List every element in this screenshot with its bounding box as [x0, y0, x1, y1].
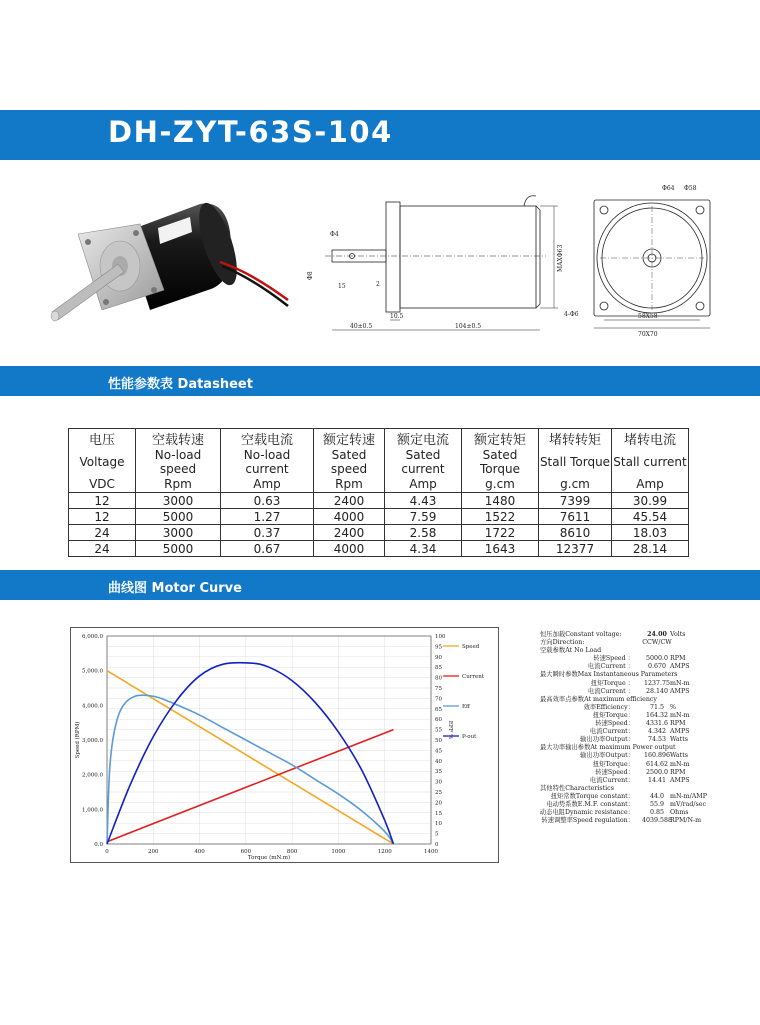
y2-tick-label: 65 — [435, 706, 442, 713]
dim-58x58: 58X58 — [638, 313, 658, 320]
param-row — [540, 712, 740, 720]
dim-max-phi63: MAXΦ63 — [557, 244, 564, 272]
param-row — [540, 680, 740, 688]
param-unit: AMPS — [670, 776, 690, 784]
header-cell: Voltage — [69, 448, 136, 476]
motor-photo — [40, 192, 290, 342]
param-unit: % — [670, 703, 676, 711]
param-unit: mV/rad/sec — [670, 800, 707, 808]
dim-15: 15 — [338, 283, 346, 290]
param-unit: Watts — [670, 752, 688, 760]
table-cell: 3000 — [136, 493, 221, 509]
param-label: 最大功率输出参数At maximum Power output — [540, 744, 676, 752]
table-cell: 5000 — [136, 541, 221, 557]
param-unit: RPM — [670, 768, 686, 776]
param-row — [540, 744, 740, 752]
param-value: 28.140 — [645, 687, 669, 695]
param-unit: AMPS — [670, 663, 690, 671]
param-row — [540, 777, 740, 785]
dim-phi58: Φ58 — [684, 185, 697, 192]
x-tick-label: 400 — [194, 849, 205, 855]
y2-tick-label: 20 — [435, 800, 442, 807]
dimension-drawing — [300, 180, 720, 340]
param-label: 输出功率Output： — [580, 752, 634, 760]
param-unit: RPM — [670, 655, 686, 663]
param-label: 扭矩Torque： — [592, 711, 634, 719]
header-cell: Sated speed — [314, 448, 385, 476]
table-cell: 24 — [69, 525, 136, 541]
header-cell: 额定电流 — [385, 429, 462, 449]
y2-tick-label: 35 — [435, 769, 442, 776]
table-header-cn — [69, 429, 689, 449]
param-label: 最高效率点参数At maximum efficiency — [540, 695, 657, 703]
table-cell: 1.27 — [221, 509, 314, 525]
table-cell: 7611 — [539, 509, 612, 525]
x-tick-label: 800 — [286, 849, 298, 855]
y2-tick-label: 100 — [435, 634, 446, 640]
table-cell: 4.34 — [385, 541, 462, 557]
table-header-unit — [69, 476, 689, 493]
param-label: 其他特性Characteristics — [540, 784, 614, 792]
table-cell: 30.99 — [612, 493, 689, 509]
param-value: 74.53 — [647, 736, 667, 744]
series-line-p-out — [107, 663, 393, 844]
param-label: 转速调整率Speed regulation： — [541, 817, 634, 825]
y2-tick-label: 25 — [435, 790, 442, 796]
parameter-list — [540, 631, 740, 825]
header-cell: g.cm — [539, 476, 612, 493]
param-row — [540, 639, 740, 647]
param-value: 2500.0 — [645, 768, 669, 776]
param-unit: AMPS — [670, 728, 690, 736]
param-row — [540, 688, 740, 696]
param-value: 614.62 — [645, 760, 669, 768]
table-cell: 0.63 — [221, 493, 314, 509]
table-cell: 7.59 — [385, 509, 462, 525]
table-row — [69, 493, 689, 509]
y-tick-label: 4,000.0 — [82, 703, 103, 710]
param-value: 5000.0 — [645, 655, 669, 663]
legend-label-speed: Speed — [462, 644, 480, 650]
legend-label-current: Current — [462, 674, 485, 680]
table-cell: 28.14 — [612, 541, 689, 557]
y2-tick-label: 40 — [435, 758, 442, 765]
table-cell: 1480 — [462, 493, 539, 509]
table-cell: 12 — [69, 493, 136, 509]
table-cell: 2400 — [314, 493, 385, 509]
param-row — [540, 809, 740, 817]
table-header-en — [69, 448, 689, 476]
param-label: 电流Current ： — [587, 687, 634, 695]
param-unit: mN-m/AMP — [670, 792, 707, 800]
param-label: 输出功率Output： — [580, 736, 634, 744]
y2-tick-label: 55 — [435, 727, 442, 734]
x-tick-label: 200 — [148, 849, 159, 855]
param-unit: mN-m — [670, 760, 690, 768]
y-tick-label: 0.0 — [94, 842, 103, 848]
y2-tick-label: 85 — [435, 665, 442, 672]
dim-40: 40±0.5 — [350, 323, 373, 330]
param-row — [540, 631, 740, 639]
x-axis-label: Torque (mN.m) — [247, 855, 291, 861]
table-cell: 1722 — [462, 525, 539, 541]
param-label: 方向Direction: — [540, 639, 585, 647]
dim-10-5: 10.5 — [390, 313, 404, 320]
table-cell: 2.58 — [385, 525, 462, 541]
header-cell: Amp — [221, 476, 314, 493]
table-cell: 18.03 — [612, 525, 689, 541]
header-cell: VDC — [69, 476, 136, 493]
dim-phi64: Φ64 — [662, 185, 675, 192]
table-cell: 24 — [69, 541, 136, 557]
param-label: 扭矩常数Torque constant： — [550, 792, 634, 800]
table-cell: 2400 — [314, 525, 385, 541]
y-tick-label: 1,000.0 — [82, 807, 103, 814]
param-value: 160.896 — [643, 752, 671, 760]
header-cell: Amp — [385, 476, 462, 493]
dim-2: 2 — [376, 281, 380, 288]
table-cell: 5000 — [136, 509, 221, 525]
param-label: 扭矩Torque ： — [590, 679, 634, 687]
param-unit: RPM/N-m — [670, 817, 702, 825]
y2-tick-label: 45 — [435, 748, 442, 755]
table-row — [69, 509, 689, 525]
dim-phi4: Φ4 — [330, 231, 339, 238]
param-row — [540, 769, 740, 777]
param-unit: mN-m — [670, 679, 690, 687]
datasheet-heading: 性能参数表 Datasheet — [108, 377, 253, 392]
x-tick-label: 1000 — [331, 849, 346, 855]
param-label: 空载参数At No Load — [540, 647, 602, 655]
y-tick-label: 5,000.0 — [82, 668, 103, 675]
param-row — [540, 696, 740, 704]
param-unit: AMPS — [670, 687, 690, 695]
param-label: 动态电阻Dynamic resistance： — [539, 809, 634, 817]
table-row — [69, 525, 689, 541]
param-value: 44.0 — [649, 792, 665, 800]
param-label: 转速Speed ： — [593, 655, 634, 663]
param-value: 4331.6 — [645, 720, 669, 728]
x-tick-label: 1400 — [424, 849, 438, 855]
param-label: 电流Current ： — [587, 663, 634, 671]
header-cell: No-load speed — [136, 448, 221, 476]
param-value: 164.32 — [645, 711, 669, 719]
y2-tick-label: 0 — [435, 842, 439, 848]
param-row — [540, 761, 740, 769]
header-cell: 堵转电流 — [612, 429, 689, 449]
param-label: 转速Speed： — [595, 720, 634, 728]
param-row — [540, 752, 740, 760]
legend-label-p-out: P-out — [462, 734, 477, 740]
table-cell: 0.37 — [221, 525, 314, 541]
param-value: CCW/CW — [642, 639, 672, 647]
header-cell: No-load current — [221, 448, 314, 476]
param-value: 0.85 — [649, 809, 665, 817]
y2-tick-label: 15 — [435, 810, 442, 817]
param-value: 71.5 — [649, 703, 665, 711]
table-cell: 7399 — [539, 493, 612, 509]
y-tick-label: 2,000.0 — [82, 772, 103, 779]
param-label: 扭矩Torque： — [592, 760, 634, 768]
param-unit: mN-m — [670, 711, 690, 719]
param-value: 0.670 — [647, 663, 667, 671]
param-row — [540, 655, 740, 663]
table-cell: 12377 — [539, 541, 612, 557]
dim-104: 104±0.5 — [455, 323, 482, 330]
y2-tick-label: 5 — [435, 831, 439, 838]
table-cell: 12 — [69, 509, 136, 525]
series-line-speed — [107, 671, 393, 844]
legend-label-eff: Eff — [462, 704, 470, 710]
table-cell: 45.54 — [612, 509, 689, 525]
param-row — [540, 728, 740, 736]
param-value: 14.41 — [647, 776, 667, 784]
y2-axis-label: EFF % — [447, 720, 453, 740]
param-value: 4039.588 — [641, 817, 673, 825]
param-label: 转速Speed： — [595, 768, 634, 776]
table-cell: 4000 — [314, 509, 385, 525]
param-unit: Volts — [670, 631, 686, 638]
page-title: DH-ZYT-63S-104 — [108, 115, 393, 149]
header-cell: g.cm — [462, 476, 539, 493]
param-value: 4.342 — [647, 728, 667, 736]
curve-section-header — [0, 570, 760, 600]
dim-70x70: 70X70 — [638, 331, 658, 338]
y2-tick-label: 70 — [435, 696, 442, 703]
header-cell: Rpm — [136, 476, 221, 493]
table-cell: 3000 — [136, 525, 221, 541]
param-row — [540, 785, 740, 793]
header-cell: Stall Torque — [539, 448, 612, 476]
header-cell: Sated current — [385, 448, 462, 476]
header-cell: 电压 — [69, 429, 136, 449]
table-cell: 1522 — [462, 509, 539, 525]
param-label: 最大瞬时参数Max Instantaneous Parameters — [540, 671, 678, 679]
header-cell: 额定转速 — [314, 429, 385, 449]
header-cell: Sated Torque — [462, 448, 539, 476]
y2-tick-label: 75 — [435, 686, 442, 692]
x-tick-label: 600 — [240, 849, 252, 855]
motor-curve-chart — [70, 627, 499, 863]
datasheet-section-header — [0, 366, 760, 396]
param-row — [540, 793, 740, 801]
title-banner — [0, 110, 760, 160]
header-cell: Stall current — [612, 448, 689, 476]
curve-heading: 曲线图 Motor Curve — [108, 581, 242, 596]
y2-tick-label: 60 — [435, 717, 442, 724]
param-row — [540, 647, 740, 655]
table-cell: 8610 — [539, 525, 612, 541]
param-unit: Watts — [670, 736, 688, 744]
y2-tick-label: 95 — [435, 644, 442, 651]
param-row — [540, 704, 740, 712]
header-cell: Amp — [612, 476, 689, 493]
y2-tick-label: 80 — [435, 675, 442, 682]
datasheet-table — [68, 428, 689, 557]
param-unit: RPM — [670, 720, 686, 728]
header-cell: 堵转转矩 — [539, 429, 612, 449]
y-axis-label: Speed (RPM) — [75, 721, 81, 759]
param-label: 恒压加载Constant voltage: — [540, 631, 622, 638]
y-tick-label: 3,000.0 — [82, 738, 103, 744]
param-value: 55.9 — [649, 800, 665, 808]
param-label: 效率Efficiency： — [583, 703, 634, 711]
param-value: 1237.75 — [643, 679, 671, 687]
table-cell: 1643 — [462, 541, 539, 557]
series-line-current — [107, 730, 393, 842]
x-tick-label: 0 — [105, 849, 109, 855]
param-row — [540, 801, 740, 809]
header-cell: 空载电流 — [221, 429, 314, 449]
param-label: 电动势系数E.M.F. constant： — [546, 800, 634, 808]
param-row — [540, 720, 740, 728]
param-value: 24.00 — [647, 631, 667, 638]
dim-4-phi6: 4-Φ6 — [564, 311, 579, 318]
chart-svg — [71, 628, 498, 862]
dim-phi8: Φ8 — [307, 271, 314, 280]
table-cell: 4000 — [314, 541, 385, 557]
y2-tick-label: 10 — [435, 821, 442, 828]
header-cell: Rpm — [314, 476, 385, 493]
y2-tick-label: 90 — [435, 654, 442, 661]
table-cell: 4.43 — [385, 493, 462, 509]
y2-tick-label: 30 — [435, 779, 442, 786]
param-row — [540, 671, 740, 679]
param-label: 电流Current： — [589, 728, 634, 736]
table-row — [69, 541, 689, 557]
header-cell: 额定转矩 — [462, 429, 539, 449]
param-row — [540, 817, 740, 825]
x-tick-label: 1200 — [377, 849, 392, 855]
table-cell: 0.67 — [221, 541, 314, 557]
header-cell: 空载转速 — [136, 429, 221, 449]
series-line-eff — [107, 695, 393, 844]
y-tick-label: 6,000.0 — [82, 634, 103, 640]
param-unit: Ohms — [670, 809, 689, 817]
y2-tick-label: 50 — [435, 738, 442, 744]
param-label: 电流Current： — [589, 776, 634, 784]
